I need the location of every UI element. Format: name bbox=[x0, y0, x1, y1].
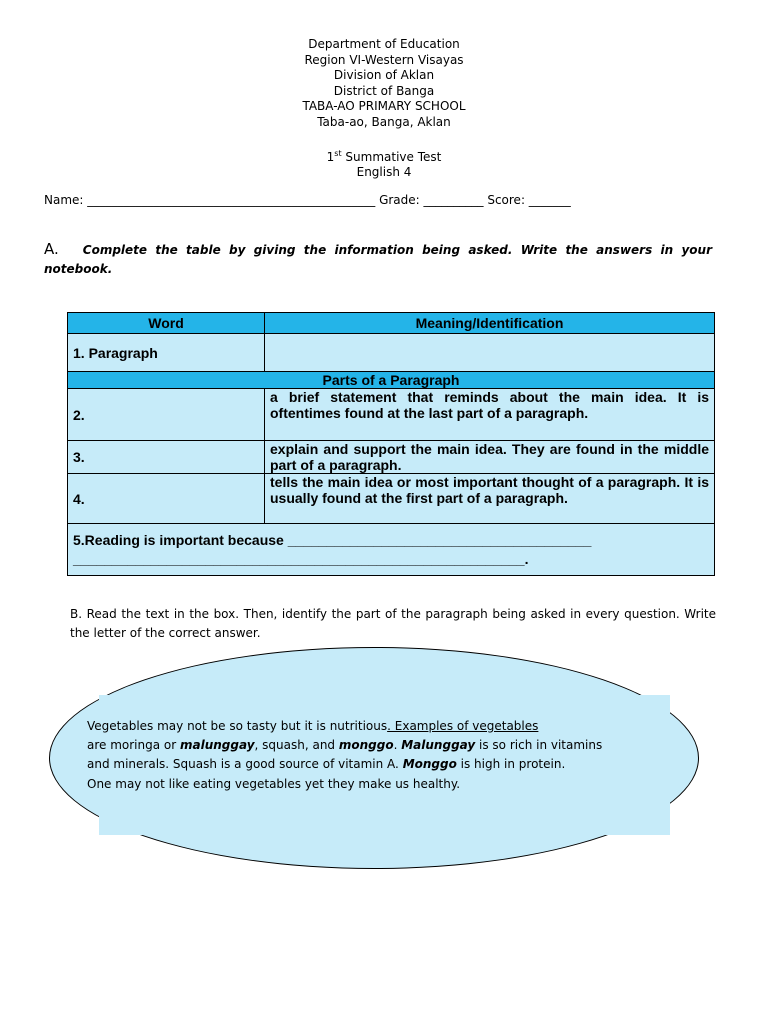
passage-fragment: . bbox=[393, 738, 402, 753]
school-address: Taba-ao, Banga, Aklan bbox=[317, 114, 451, 129]
passage-text bbox=[87, 717, 647, 794]
meaning-cell: a brief statement that reminds about the main idea. It is oftentimes found at the last part of a paragraph. bbox=[265, 389, 715, 441]
passage-fragment: are moringa or bbox=[87, 738, 180, 753]
column-header-meaning: Meaning/Identification bbox=[265, 313, 715, 334]
department-line: Department of Education bbox=[308, 37, 460, 51]
word-cell: 1. Paragraph bbox=[68, 334, 265, 372]
passage-line: One may not like eating vegetables yet they make us healthy. bbox=[87, 776, 461, 791]
school-header bbox=[0, 37, 768, 181]
table-header-row bbox=[68, 313, 715, 334]
table-row bbox=[68, 524, 715, 576]
meaning-cell: tells the main idea or most important thought of a paragraph. It is usually found at the first part of a paragraph. bbox=[265, 474, 715, 524]
passage-emphasis: monggo bbox=[338, 738, 394, 753]
test-ordinal-suffix: st bbox=[334, 148, 342, 158]
word-cell: 3. bbox=[68, 441, 265, 474]
passage-fragment: and minerals. Squash is a good source of vitamin A. bbox=[87, 757, 403, 772]
passage-fragment: is so rich in vitamins bbox=[475, 738, 603, 753]
word-cell: 4. bbox=[68, 474, 265, 524]
table-row bbox=[68, 389, 715, 441]
reading-answer-line: __________________________________________________________. bbox=[73, 550, 529, 567]
school-name: TABA-AO PRIMARY SCHOOL bbox=[302, 99, 466, 114]
passage-emphasis: Monggo bbox=[402, 757, 457, 772]
table-row bbox=[68, 474, 715, 524]
table-subheading-row bbox=[68, 372, 715, 389]
passage-fragment: , squash, and bbox=[254, 738, 339, 753]
student-info-line: Name: ________________________________________________ Grade: __________ Score: _______ bbox=[44, 193, 571, 207]
test-ordinal: 1 bbox=[326, 149, 335, 164]
passage-fragment: . Examples of vegetables bbox=[387, 719, 539, 733]
section-b-instruction: B. Read the text in the box. Then, identify the part of the paragraph being asked in every question. Write the letter of the correct answer. bbox=[70, 607, 716, 640]
passage-emphasis: Malunggay bbox=[401, 738, 476, 753]
meaning-cell: explain and support the main idea. They are found in the middle part of a paragraph. bbox=[265, 441, 715, 474]
division-line: Division of Aklan bbox=[333, 68, 435, 83]
section-a-instruction: Complete the table by giving the information being asked. Write the answers in your notebook. bbox=[44, 243, 712, 276]
passage-line bbox=[87, 717, 647, 736]
passage-fragment: Vegetables may not be so tasty but it is nutritious bbox=[87, 719, 388, 733]
passage-line bbox=[87, 755, 647, 774]
passage-emphasis: malunggay bbox=[180, 738, 255, 753]
reading-question-line: 5.Reading is important because _______________________________________ bbox=[73, 531, 592, 548]
passage-fragment: is high in protein. bbox=[456, 757, 566, 772]
subject-line: English 4 bbox=[356, 165, 412, 180]
column-header-word: Word bbox=[68, 313, 265, 334]
word-cell: 2. bbox=[68, 389, 265, 441]
region-line: Region VI-Western Visayas bbox=[304, 52, 464, 67]
passage-line bbox=[87, 736, 647, 755]
answer-cell bbox=[265, 334, 715, 372]
table-subheading: Parts of a Paragraph bbox=[68, 372, 715, 389]
section-a bbox=[44, 240, 712, 279]
table-row bbox=[68, 441, 715, 474]
district-line: District of Banga bbox=[333, 83, 435, 98]
paragraph-table bbox=[67, 312, 715, 576]
test-name: Summative Test bbox=[341, 149, 442, 164]
table-row bbox=[68, 334, 715, 372]
test-title bbox=[0, 146, 768, 166]
reading-question-cell bbox=[68, 524, 715, 576]
section-a-letter: A. bbox=[44, 240, 59, 258]
